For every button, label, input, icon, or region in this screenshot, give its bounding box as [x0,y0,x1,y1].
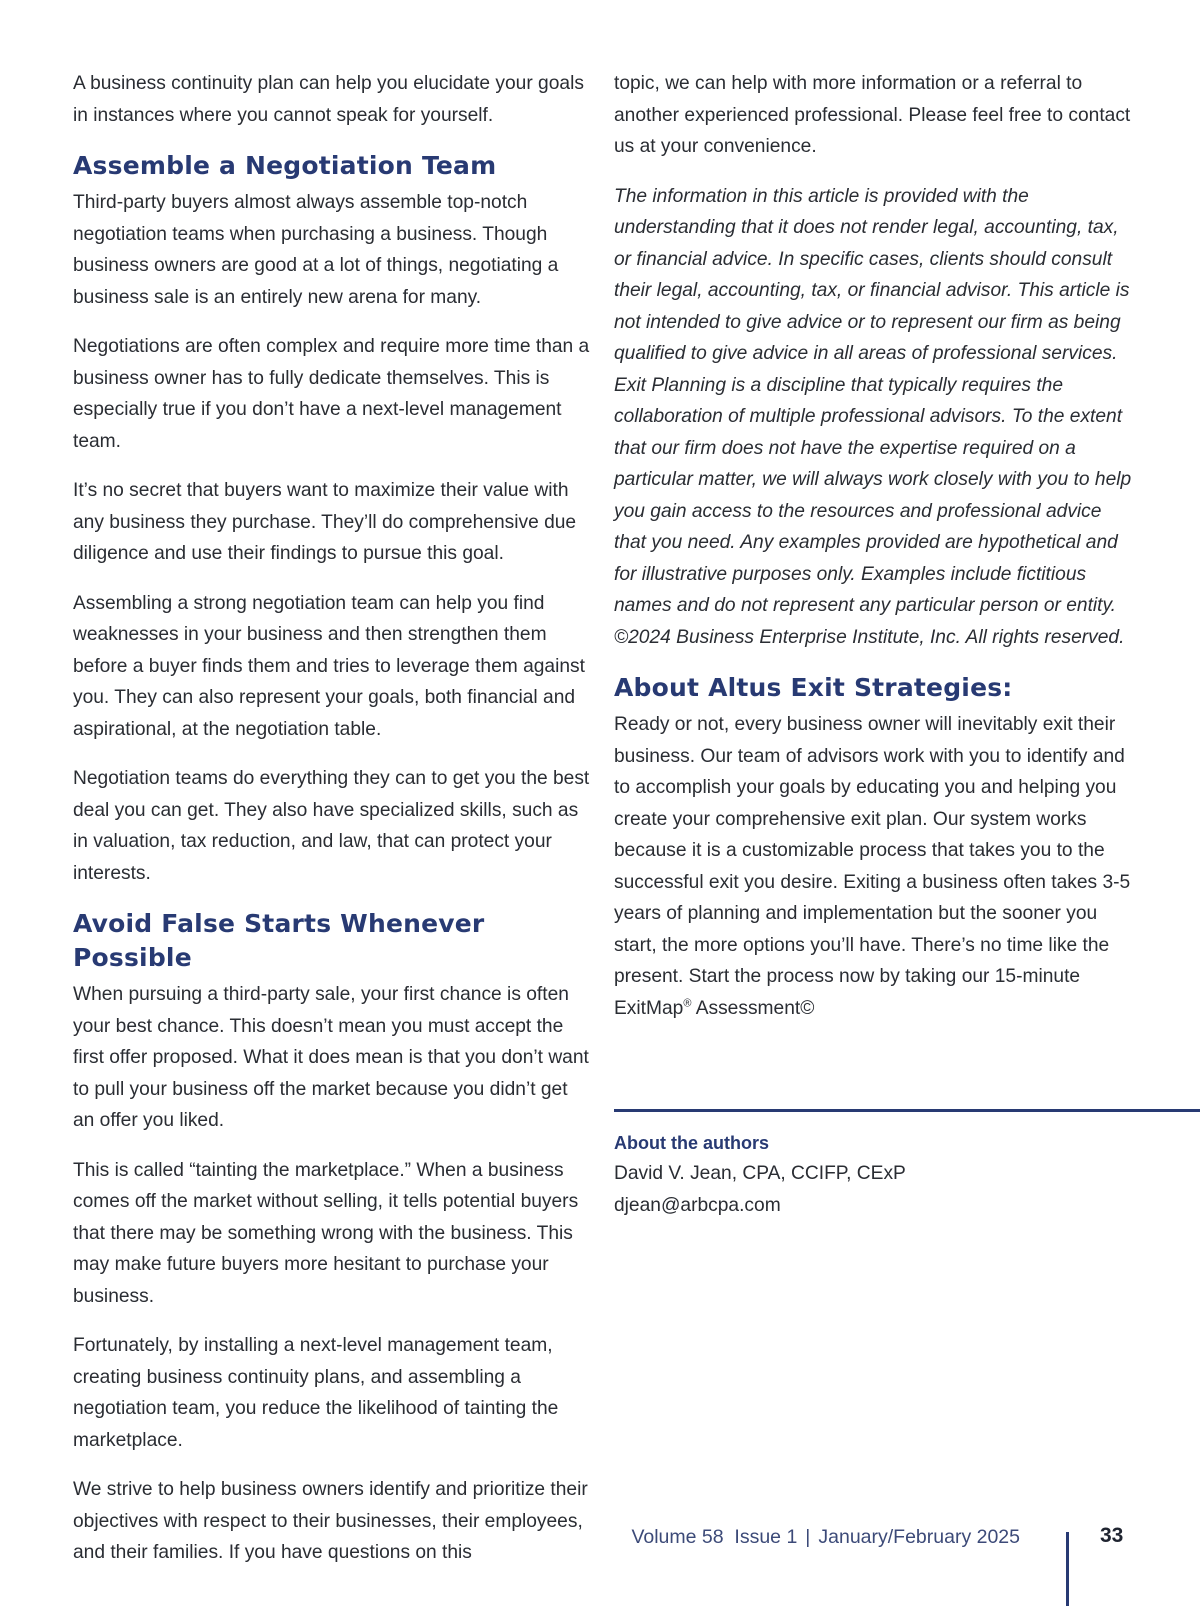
section-heading-false-starts: Avoid False Starts Whenever Possible [73,909,485,972]
left-column [73,68,593,1587]
section-heading-about-altus: About Altus Exit Strategies: [614,673,1013,702]
author-name: David V. Jean, CPA, CCIFP, CExP [614,1163,906,1184]
section-heading-negotiation-team: Assemble a Negotiation Team [73,151,497,180]
right-column [614,68,1134,1042]
about-text: Ready or not, every business owner will inevitably exit their business. Our team of advisors work with you to identify and to accomplish your goals by educating you and helping you create your comprehensive exit plan. Our system works because it is a customizable process that takes you to the successful exit you desire. Exiting a business often takes 3-5 years of planning and implementation but the sooner you start, the more options you’ll have. There’s no time like the present. Start the process now by taking our 15-minute ExitMap [614,714,1131,1019]
body-paragraph: Third-party buyers almost always assemble top-notch negotiation teams when purchasing a business. Though business owners are good at a lot of things, negotiating a business sale is an entirely new arena for many. [73,192,559,308]
about-text-end: Assessment© [691,997,815,1019]
body-paragraph: When pursuing a third-party sale, your first chance is often your best chance. This doesn’t mean you must accept the first offer proposed. What it does mean is that you don’t want to pull your business off the market because you didn’t get an offer you liked. [73,984,589,1131]
section-divider [614,1109,1200,1112]
body-paragraph: Fortunately, by installing a next-level management team, creating business continuity plans, and assembling a negotiation team, you reduce the likelihood of tainting the marketplace. [73,1335,559,1451]
continuation-paragraph: topic, we can help with more information or a referral to another experienced professional. Please feel free to contact us at your convenience. [614,73,1131,157]
registered-mark: ® [683,997,692,1010]
about-paragraph [614,709,1134,1024]
body-paragraph: It’s no secret that buyers want to maximize their value with any business they purchase. They’ll do comprehensive due diligence and use their findings to pursue this goal. [73,480,577,564]
authors-heading: About the authors [614,1133,769,1153]
body-paragraph: This is called “tainting the marketplace.” When a business comes off the market without selling, it tells potential buyers that there may be something wrong with the business. This may make future buyers more hesitant to purchase your business. [73,1159,579,1307]
footer-separator: | [805,1526,811,1548]
intro-paragraph: A business continuity plan can help you elucidate your goals in instances where you cannot speak for yourself. [73,73,584,126]
author-email: djean@arbcpa.com [614,1194,781,1216]
authors-block [614,1128,1174,1221]
footer-volume: Volume 58 Issue 1 [631,1526,798,1548]
footer-issue-info [631,1526,1020,1549]
footer-vertical-rule [1066,1532,1069,1606]
body-paragraph: Assembling a strong negotiation team can help you find weaknesses in your business and then strengthen them before a buyer finds them and tries to leverage them against you. They can also represent your goals, both financial and aspirational, at the negotiation table. [73,592,585,740]
body-paragraph: Negotiations are often complex and require more time than a business owner has to fully dedicate themselves. This is especially true if you don’t have a next-level management team. [73,336,590,452]
footer-date: January/February 2025 [818,1526,1020,1548]
page-number: 33 [1100,1524,1124,1547]
disclaimer-paragraph: The information in this article is provided with the understanding that it does not render legal, accounting, tax, or financial advice. In specific cases, clients should consult their legal, accounting, tax, or financial advisor. This article is not intended to give advice or to represent our firm as being qualified to give advice in all areas of professional services. Exit Planning is a discipline that typically requires the collaboration of multiple professional advisors. To the extent that our firm does not have the expertise required on a particular matter, we will always work closely with you to help you gain access to the resources and professional advice that you need. Any examples provided are hypothetical and for illustrative purposes only. Examples include fictitious names and do not represent any particular person or entity. ©2024 Business Enterprise Institute, Inc. All rights reserved. [614,185,1132,648]
body-paragraph: Negotiation teams do everything they can to get you the best deal you can get. They also have specialized skills, such as in valuation, tax reduction, and law, that can protect your interests. [73,768,590,884]
body-paragraph: We strive to help business owners identify and prioritize their objectives with respect to their businesses, their employees, and their families. If you have questions on this [73,1479,588,1563]
